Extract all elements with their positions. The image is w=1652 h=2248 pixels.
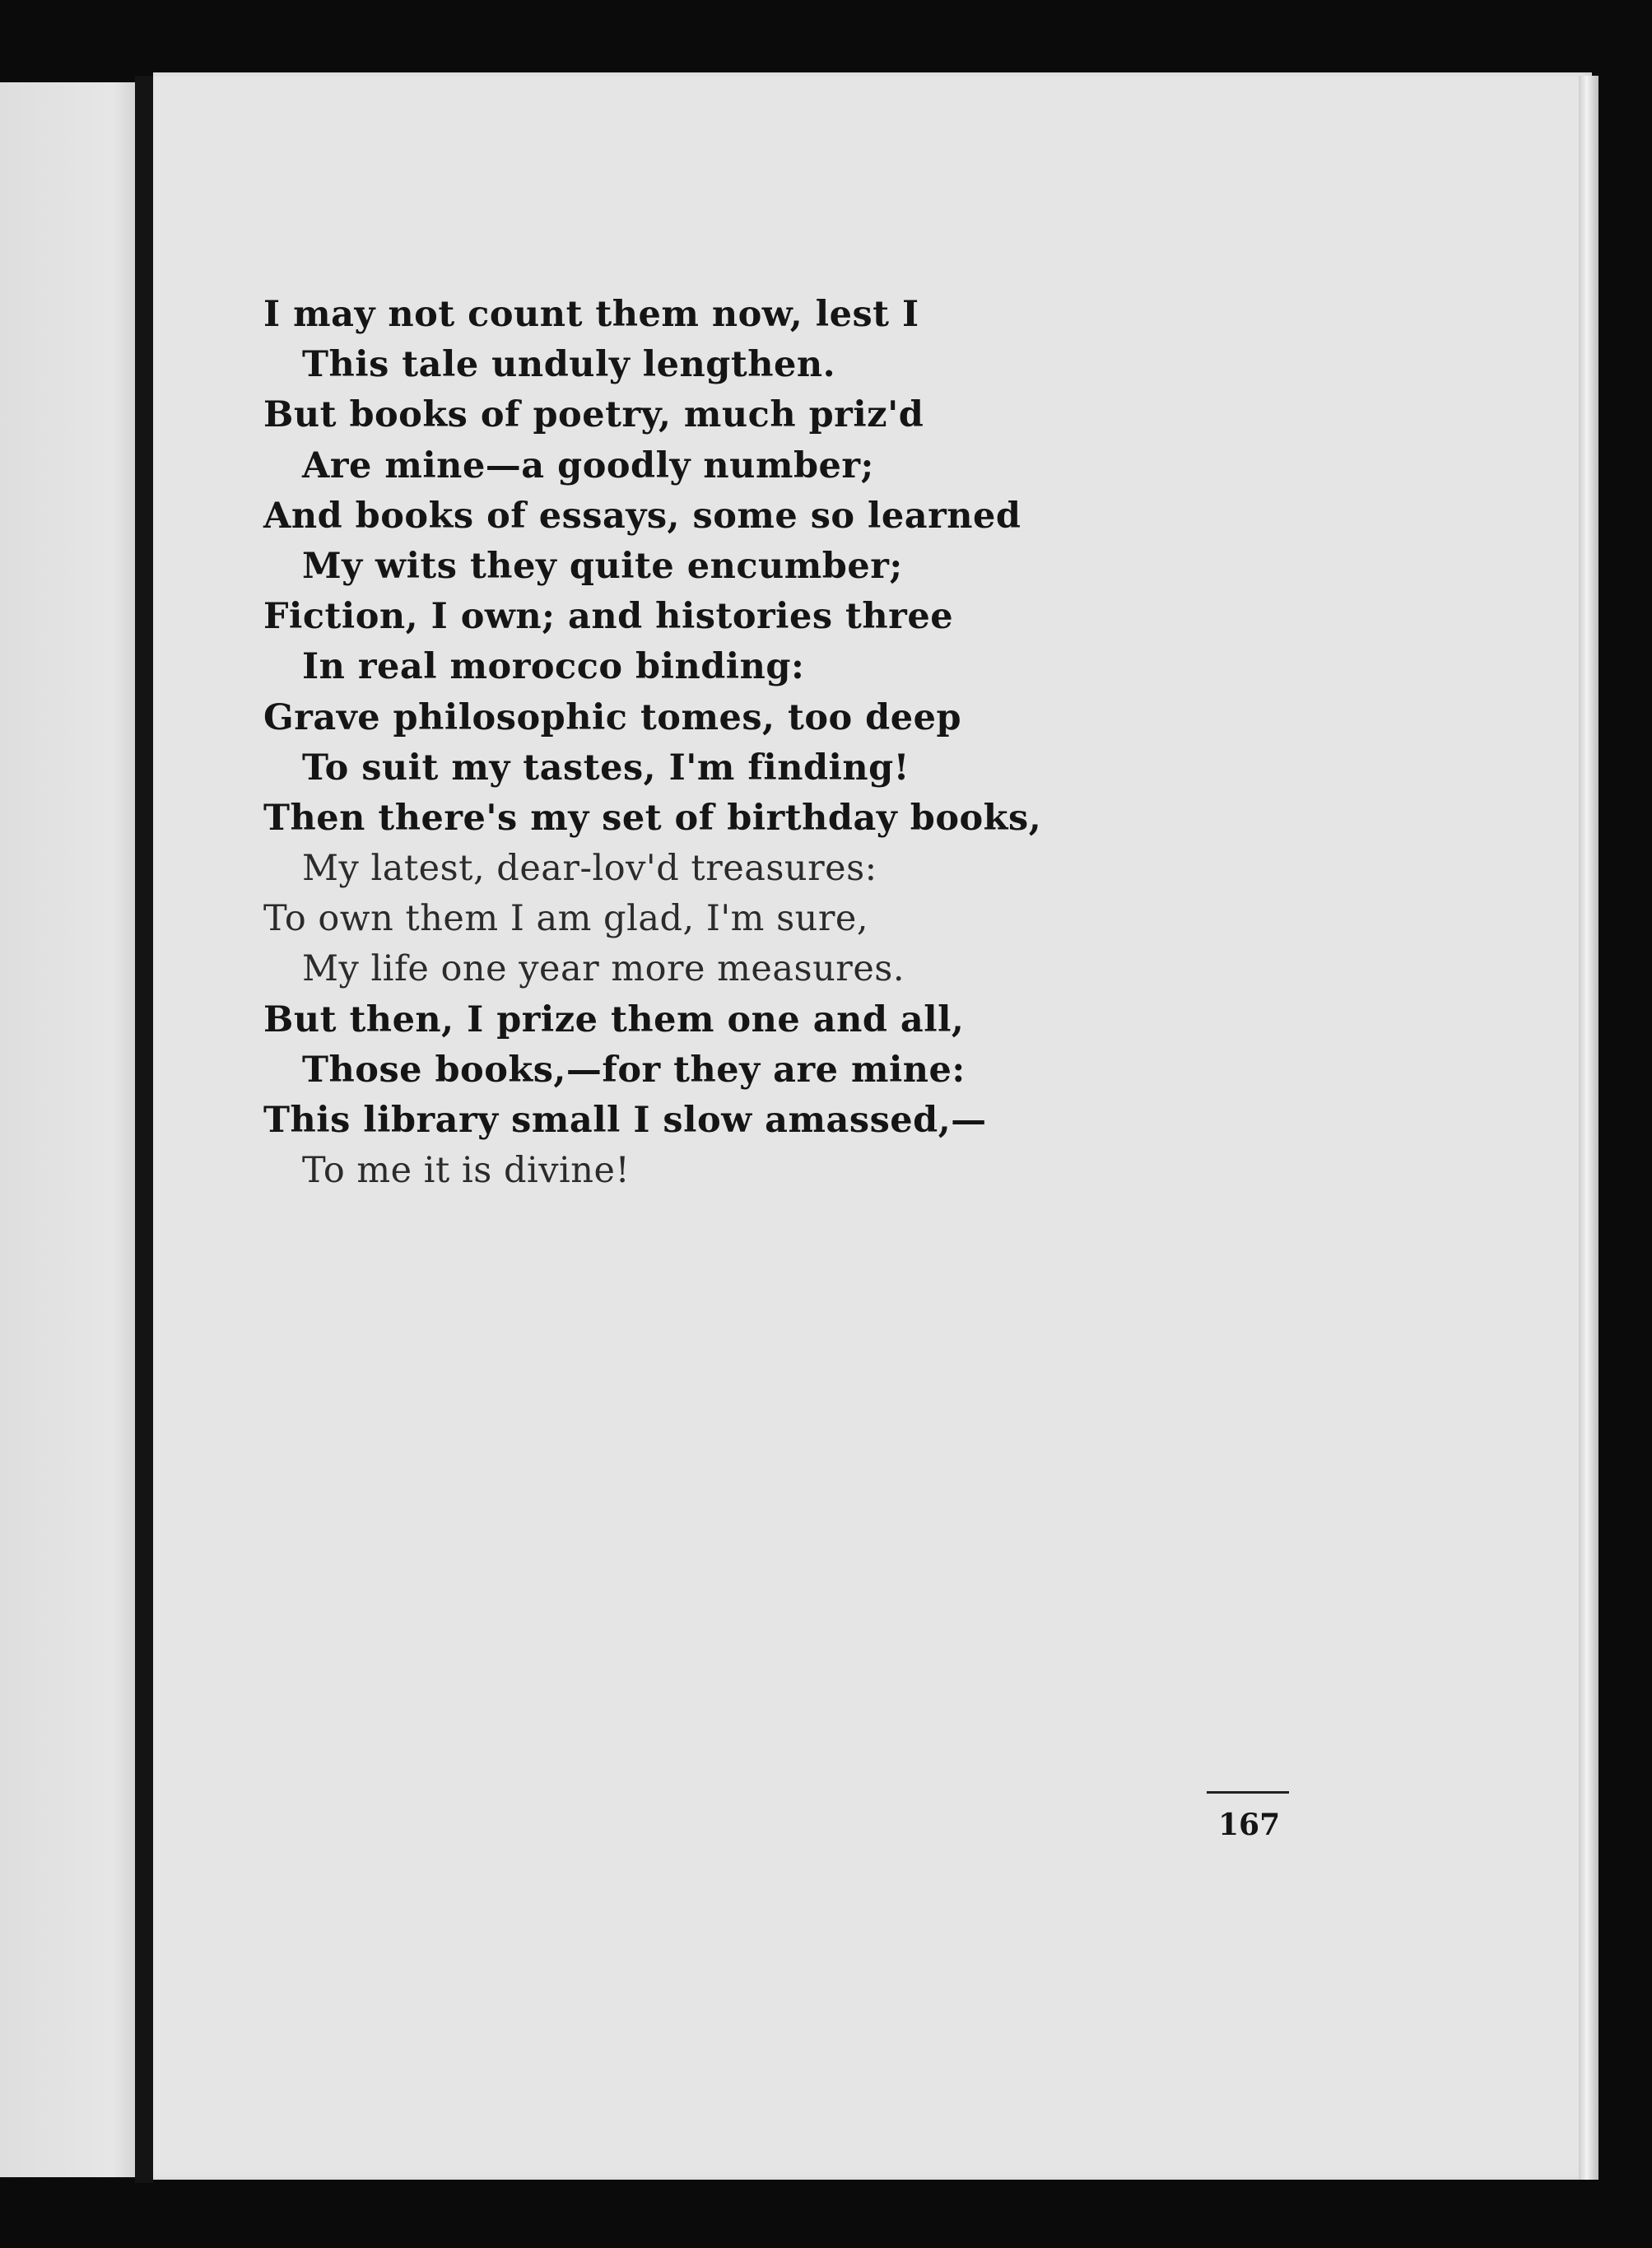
poem-line: My latest, dear-lov'd treasures: [302, 848, 877, 890]
poem-line: To suit my tastes, I'm finding! [302, 747, 910, 789]
poem-line: I may not count them now, lest I [263, 294, 919, 335]
poem-line: My wits they quite encumber; [302, 545, 903, 587]
page-number: 167 [1218, 1808, 1281, 1842]
poem-line: In real morocco binding: [302, 646, 805, 688]
poem-text [263, 290, 1251, 1196]
poem-line: Then there's my set of birthday books, [263, 797, 1042, 839]
page-number-rule [1207, 1791, 1289, 1794]
poem-line: And books of essays, some so learned [263, 495, 1021, 537]
poem-line: Are mine—a goodly number; [302, 444, 874, 486]
poem-line: My life one year more measures. [302, 948, 905, 990]
poem-line: Those books,—for they are mine: [302, 1049, 966, 1091]
poem-line: To own them I am glad, I'm sure, [263, 898, 869, 940]
book-gutter [135, 76, 153, 2183]
page-fore-edge [1579, 76, 1598, 2180]
poem-line: But books of poetry, much priz'd [263, 394, 924, 436]
poem-line: Fiction, I own; and histories three [263, 596, 954, 638]
facing-page-edge [0, 82, 142, 2177]
poem-line: Grave philosophic tomes, too deep [263, 696, 962, 738]
poem-line: This library small I slow amassed,— [263, 1100, 987, 1141]
poem-line: But then, I prize them one and all, [263, 998, 965, 1040]
poem-line: To me it is divine! [302, 1150, 631, 1192]
poem-line: This tale unduly lengthen. [302, 344, 836, 386]
